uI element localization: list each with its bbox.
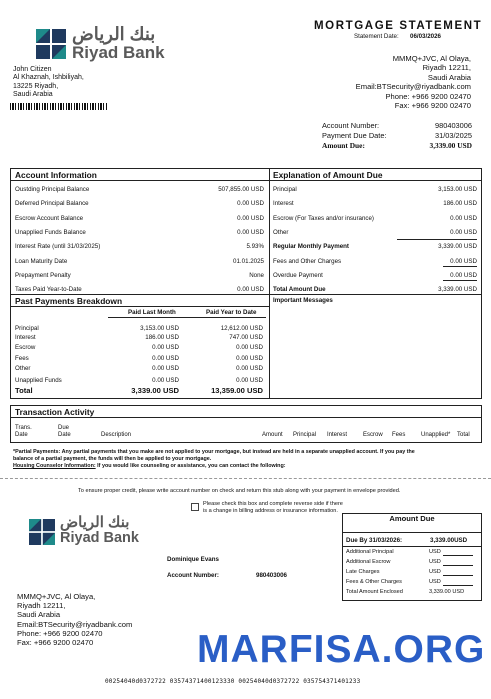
coupon-row-value: 3,339.00 USD xyxy=(429,589,465,595)
coupon-row-label: Additional Principal xyxy=(346,549,394,555)
header-divider xyxy=(10,180,482,181)
account-summary xyxy=(322,121,472,151)
remit-address-line: Saudi Arabia xyxy=(17,610,61,620)
statement-date-label: Statement Date: xyxy=(354,33,399,40)
account-info-label: Interest Rate (until 31/03/2025) xyxy=(15,243,101,251)
address-change-checkbox[interactable] xyxy=(191,503,199,511)
col-due-date: Due Date xyxy=(58,425,71,438)
payer-name: Dominique Evans xyxy=(167,556,219,563)
past-payment-label: Fees xyxy=(15,355,29,362)
explanation-value: 0.00 USD xyxy=(450,214,477,222)
remit-phone: Phone: +966 9200 02470 xyxy=(17,628,103,638)
past-payment-last: 0.00 USD xyxy=(152,377,179,384)
coupon-row-value: USD xyxy=(429,569,441,575)
explanation-value: 186.00 USD xyxy=(443,200,477,208)
bank-address-line: Riyadh 12211, xyxy=(422,63,471,73)
bank-address xyxy=(356,54,471,110)
account-number-label: Account Number: xyxy=(322,121,380,130)
watermark: MARFISA.ORG xyxy=(197,628,486,671)
explanation-title: Explanation of Amount Due xyxy=(273,170,383,180)
payment-due-date: 31/03/2025 xyxy=(435,131,472,140)
past-payment-last: 3,153.00 USD xyxy=(140,325,179,332)
due-by-amount: 3,339.00USD xyxy=(430,537,468,544)
account-info-value: 0.00 USD xyxy=(237,228,264,236)
remit-email: Email:BTSecurity@riyadbank.com xyxy=(17,619,133,629)
bank-logo xyxy=(36,24,186,63)
statement-title: MORTGAGE STATEMENT xyxy=(314,20,483,32)
customer-name: John Citizen xyxy=(13,66,52,73)
amount-due-box-rule xyxy=(342,532,482,533)
column-divider xyxy=(269,168,270,399)
past-payment-year: 0.00 USD xyxy=(236,365,263,372)
col-amount: Amount xyxy=(262,432,283,438)
account-info-label: Taxes Paid Year-to-Date xyxy=(15,286,82,294)
coupon-row-blank[interactable] xyxy=(443,585,473,586)
past-payment-year: 12,612.00 USD xyxy=(220,325,263,332)
customer-address-line: Saudi Arabia xyxy=(13,90,53,98)
past-payment-year: 747.00 USD xyxy=(229,333,263,341)
address-change-note xyxy=(203,501,343,515)
due-by-label: Due By 31/03/2026: xyxy=(346,537,403,544)
past-payment-total-label: Total xyxy=(15,386,33,395)
account-info-label: Loan Maturity Date xyxy=(15,257,68,265)
bank-fax: Fax: +966 9200 02470 xyxy=(394,101,471,111)
address-change-line: is a change in billing address or insurance information. xyxy=(203,508,338,514)
explanation-label: Total Amount Due xyxy=(273,286,326,294)
statement-date: 06/03/2026 xyxy=(410,33,441,40)
past-payment-total-year: 13,359.00 USD xyxy=(211,386,263,395)
explanation-label: Other xyxy=(273,228,289,236)
past-payment-label: Unapplied Funds xyxy=(15,377,62,384)
account-info-value: 0.00 USD xyxy=(237,286,264,294)
explanation-value: 0.00 USD xyxy=(450,228,477,236)
past-payment-last: 0.00 USD xyxy=(152,365,179,372)
coupon-account-number: 980403006 xyxy=(256,572,287,579)
subtotal-rule xyxy=(397,239,477,240)
coupon-row-value: USD xyxy=(429,549,441,555)
counselor-label: Housing Counselor Information: xyxy=(13,463,96,469)
customer-address xyxy=(13,66,84,99)
paid-last-month-header: Paid Last Month xyxy=(128,309,176,316)
stub-instructions: To ensure proper credit, please write account number on check and return this stub along with your payment in envelope provided. xyxy=(78,488,401,494)
payment-due-date-label: Payment Due Date: xyxy=(322,131,387,140)
account-info-value: 0.00 USD xyxy=(237,214,264,222)
explanation-label: Interest xyxy=(273,200,294,208)
section-header-divider xyxy=(10,306,270,307)
logo-english: Riyad Bank xyxy=(60,530,139,546)
amount-due-box-title: Amount Due xyxy=(389,514,435,523)
col-fees: Fees xyxy=(392,432,406,438)
tear-line xyxy=(0,478,491,479)
explanation-label: Escrow (For Taxes and/or insurance) xyxy=(273,214,374,222)
paid-year-to-date-header: Paid Year to Date xyxy=(206,309,257,316)
past-payment-label: Escrow xyxy=(15,344,36,351)
explanation-label: Principal xyxy=(273,186,297,193)
bank-address-line: MMMQ+JVC, Al Olaya, xyxy=(392,54,471,63)
logo-arabic: بنك الرياض xyxy=(60,514,130,531)
transaction-header-rule xyxy=(10,417,482,418)
account-info-value: 01.01.2025 xyxy=(233,257,264,265)
explanation-value: 3,339.00 USD xyxy=(438,243,477,251)
coupon-row-value: USD xyxy=(429,579,441,585)
important-messages-title: Important Messages xyxy=(273,297,333,304)
amount-due-label: Amount Due: xyxy=(322,141,365,150)
explanation-value: 3,153.00 USD xyxy=(438,186,477,193)
coupon-row-label: Total Amount Enclosed xyxy=(346,589,403,595)
coupon-row-label: Late Charges xyxy=(346,569,380,575)
counselor-text: If you would like counseling or assistance, you can contact the following: xyxy=(95,463,286,469)
explanation-value: 0.00 USD xyxy=(450,271,477,279)
value-underline xyxy=(443,280,477,281)
past-payment-year: 0.00 USD xyxy=(236,377,263,384)
col-total: Total xyxy=(457,432,470,438)
coupon-row-value: USD xyxy=(429,559,441,565)
past-payment-total-last: 3,339.00 USD xyxy=(131,386,179,395)
account-info-value: 0.00 USD xyxy=(237,200,264,208)
past-payment-year: 0.00 USD xyxy=(236,355,263,362)
col-header-rule xyxy=(108,317,266,318)
account-info-label: Oustding Principal Balance xyxy=(15,186,90,193)
address-change-line: Please check this box and complete reverse side if there xyxy=(203,501,343,507)
past-payment-year: 0.00 USD xyxy=(236,344,263,351)
scan-line: 00254040d0372722 03574371400123330 00254040d0372722 035754371401233 xyxy=(105,678,361,685)
explanation-label: Regular Monthly Payment xyxy=(273,243,349,251)
remit-address-line: Riyadh 12211, xyxy=(17,601,66,611)
past-payments-title: Past Payments Breakdown xyxy=(15,296,123,306)
customer-address-line: Al Khaznah, Ishbiliyah, xyxy=(13,74,84,82)
account-info-label: Escrow Account Balance xyxy=(15,214,84,222)
coupon-row-blank[interactable] xyxy=(443,555,473,556)
account-info-value: None xyxy=(249,271,264,279)
value-underline xyxy=(443,266,477,267)
col-interest: Interest xyxy=(327,432,348,438)
past-payment-last: 0.00 USD xyxy=(152,344,179,351)
account-info-value: 507,855.00 USD xyxy=(218,186,264,193)
past-payment-label: Principal xyxy=(15,325,39,332)
account-info-label: Unapplied Funds Balance xyxy=(15,228,86,236)
explanation-value: 3,339.00 USD xyxy=(438,286,477,294)
explanation-label: Fees and Other Charges xyxy=(273,257,342,265)
col-escrow: Escrow xyxy=(363,432,383,438)
account-info-value: 5.93% xyxy=(246,243,264,251)
amount-due: 3,339.00 USD xyxy=(429,141,472,150)
customer-address-line: 13225 Riyadh, xyxy=(13,82,59,90)
partial-payment-note: *Partial Payments: Any partial payments that you make are not applied to your mortgage, but instead are held in a separate unapplied account. If you pay the balance of a partial payment, the funds will then be applied to your mortgage. xyxy=(13,449,415,462)
remit-fax: Fax: +966 9200 02470 xyxy=(17,638,94,648)
counselor-note xyxy=(13,463,286,470)
account-info-label: Deferred Principal Balance xyxy=(15,200,89,208)
col-principal: Principal xyxy=(293,432,317,438)
bank-email: Email:BTSecurity@riyadbank.com xyxy=(355,82,471,92)
account-number: 980403006 xyxy=(435,121,472,130)
explanation-value: 0.00 USD xyxy=(450,257,477,265)
transaction-columns xyxy=(15,425,480,441)
account-info-title: Account Information xyxy=(15,170,97,180)
coupon-row-blank[interactable] xyxy=(443,575,473,576)
past-payment-last: 0.00 USD xyxy=(152,355,179,362)
coupon-account-label: Account Number: xyxy=(167,572,219,579)
explanation-label: Overdue Payment xyxy=(273,271,323,279)
logo-mark-icon xyxy=(29,519,55,545)
account-info-label: Prepayment Penalty xyxy=(15,271,71,279)
col-trans-date: Trans. Date xyxy=(15,425,32,438)
col-description: Description xyxy=(101,432,132,438)
due-by-rule xyxy=(342,546,482,547)
logo-arabic: بنك الرياض xyxy=(72,24,156,44)
past-payment-label: Other xyxy=(15,365,31,372)
bank-phone: Phone: +966 9200 02470 xyxy=(385,91,471,101)
logo-english: Riyad Bank xyxy=(72,43,165,62)
coupon-row-label: Additional Escrow xyxy=(346,559,391,565)
remit-address-line: MMMQ+JVC, Al Olaya, xyxy=(17,592,96,601)
col-unapplied: Unapplied* xyxy=(421,432,451,438)
postal-barcode xyxy=(10,103,108,110)
coupon-row-label: Fees & Other Charges xyxy=(346,579,402,585)
logo-mark-icon xyxy=(36,29,66,59)
past-payment-label: Interest xyxy=(15,333,36,341)
remit-address xyxy=(17,592,132,647)
bank-address-line: Saudi Arabia xyxy=(427,72,471,82)
transaction-title: Transaction Activity xyxy=(15,407,95,417)
coupon-row-blank[interactable] xyxy=(443,565,473,566)
coupon-logo xyxy=(29,514,159,547)
past-payment-last: 186.00 USD xyxy=(145,333,179,341)
